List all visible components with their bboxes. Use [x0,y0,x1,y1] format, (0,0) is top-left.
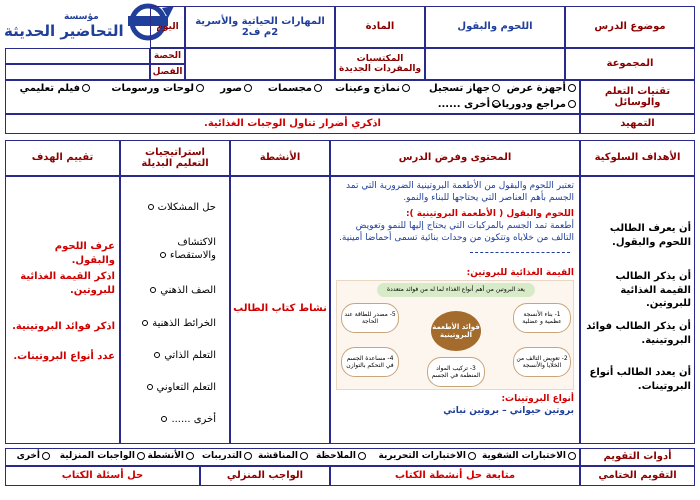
tools-label: تقنيات التعلم والوسائل [580,80,695,114]
evaluation-option[interactable]: الاختبارات التحريرية [379,451,476,461]
radio-icon [244,84,252,92]
content-types-text: بروتين حيواني – بروتين نباتي [443,406,574,416]
gains-label: المكتسبات والمفردات الجديدة [335,48,425,80]
subject-value: المهارات الحياتية والأسرية 2م ف2 [185,6,335,48]
diagram-banner: يعد البروتين من أهم أنواع الغذاء لما له من فوائد متعددة [377,283,535,297]
radio-icon [402,84,410,92]
col-content: المحتوى وفرض الدرس [330,140,580,176]
final-value: متابعة حل أنشطة الكتاب [330,466,580,486]
radio-icon [468,452,476,460]
radio-icon [196,84,204,92]
radio-icon [161,416,167,422]
radio-icon [147,384,153,390]
activity-text: نشاط كتاب الطالب [233,303,327,314]
radio-icon [142,320,148,326]
tool-option[interactable]: فيلم تعليمي [20,83,90,94]
objective-item: أن يذكر الطالب فوائد البروتينية. [586,321,691,346]
radio-icon [82,84,90,92]
class-value [5,64,150,80]
diagram-item: 3- تركيب المواد المنظمة في الجسم [427,357,485,387]
diagram-item: 2- تعويض التالف من الخلايا والأنسجة [513,347,571,377]
col-activities: الأنشطة [230,140,330,176]
strategies-cell [120,176,230,444]
assessment-item: عرف اللحوم والبقول. [54,241,115,266]
radio-icon [137,452,145,460]
tool-option[interactable]: جهاز تسجيل [429,83,500,94]
content-def-title: اللحوم والبقول ( الأطعمة البروتينية ): [405,209,574,219]
strategy-item[interactable]: الاكتشاف والاستقصاء [136,236,216,262]
diagram-center: فوائد الأطعمة البروتينية [431,311,481,351]
radio-icon [492,100,500,108]
objective-item: أن يعدد الطالب أنواع البروتينات. [589,367,691,392]
radio-icon [358,452,366,460]
homework-label: الواجب المنزلي [200,466,330,486]
diagram-item: 4- مساعدة الجسم في التحكم بالتوازن [341,347,399,377]
tool-option[interactable]: نماذج وعينات [335,83,410,94]
intro-label: التمهيد [580,114,695,134]
radio-icon [148,204,154,210]
evaluation-option[interactable]: المناقشة [258,451,308,461]
diagram-item: 1- بناء الأنسجة عظمية و عضلية [513,303,571,333]
radio-icon [42,452,50,460]
strategy-item[interactable]: التعلم التعاوني [147,382,216,393]
assessment-item: عدد أنواع البروتينات. [13,351,115,362]
evaluation-option[interactable]: الاختبارات الشفوية [482,451,576,461]
period-value [5,48,150,64]
tool-option[interactable]: مجسمات [268,83,322,94]
homework-value: حل أسئلة الكتاب [5,466,200,486]
content-types-title: أنواع البروتينات: [501,394,574,404]
radio-icon [160,252,166,258]
radio-icon [568,100,576,108]
evaluation-option[interactable]: التدريبات [202,451,252,461]
strategy-item[interactable]: حل المشكلات [148,202,216,213]
period-label: الحصة [150,48,185,64]
content-def-text: أطعمة تمد الجسم بالمركبات التي يحتاج إليها للنمو وتعويض التالف من خلاياه وتتكون من وحدات بنائية تسمى أحماضا أمينية. [339,221,574,243]
radio-icon [492,84,500,92]
logo-line1: مؤسسة [64,12,99,22]
tool-option[interactable]: مراجع ودوريات [492,99,576,110]
assessment-item: اذكر القيمة الغذائية للبروتين. [20,271,115,296]
col-objectives: الأهداف السلوكية [580,140,695,176]
content-divider [470,252,570,253]
radio-icon [186,452,194,460]
evaluation-option[interactable]: الأنشطة [147,451,194,461]
col-assessment: تقييم الهدف [5,140,120,176]
final-label: التقويم الختامي [580,466,695,486]
radio-icon [154,352,160,358]
gains-value [185,48,335,80]
radio-icon [300,452,308,460]
diagram-item: 5- مصدر للطاقة عند الحاجة [341,303,399,333]
tool-option[interactable]: صور [220,83,252,94]
radio-icon [568,452,576,460]
benefits-diagram [336,280,574,390]
evaluation-option[interactable]: الواجبات المنزلية [60,451,145,461]
col-strategies: استراتيجيات التعليم البديلة [120,140,230,176]
evaluation-tools-label: أدوات التقويم [580,448,695,466]
evaluation-option[interactable]: الملاحظة [316,451,366,461]
strategy-item[interactable]: الخرائط الذهنية [142,318,216,329]
objective-item: أن يعرف الطالب اللحوم والبقول. [609,223,691,248]
tool-option[interactable]: لوحات ورسومات [111,83,204,94]
subject-label: المادة [335,6,425,48]
radio-icon [314,84,322,92]
day-label: اليوم [150,6,185,48]
group-value [425,48,565,80]
assessment-item: اذكر فوائد البروتينية. [12,321,115,332]
class-label: الفصل [150,64,185,80]
radio-icon [568,84,576,92]
strategy-item[interactable]: الصف الذهني [150,285,216,296]
topic-label: موضوع الدرس [565,6,695,48]
strategy-item[interactable]: أخرى ...... [161,414,216,425]
intro-text: اذكري أضرار تناول الوجبات الغذائية. [5,114,580,134]
group-label: المجموعة [565,48,695,80]
tool-option[interactable]: أجهزة عرض [507,83,576,94]
strategy-item[interactable]: التعلم الذاتي [154,350,216,361]
radio-icon [244,452,252,460]
topic-value: اللحوم والبقول [425,6,565,48]
content-intro: تعتبر اللحوم والبقول من الأطعمة البروتينية الضرورية التي تمد الجسم بأهم العناصر التي يحتاجها للبناء والنمو. [346,181,574,203]
assessment-cell [5,176,120,444]
evaluation-option[interactable]: أخرى [17,451,50,461]
radio-icon [150,287,156,293]
content-value-title: القيمة الغذائية للبروتين: [466,268,574,278]
logo-line2: التحاضير الحديثة [4,22,124,40]
tool-option[interactable]: أخرى ...... [438,99,500,110]
objective-item: أن يذكر الطالب القيمة الغذائية للبروتين. [615,271,691,309]
